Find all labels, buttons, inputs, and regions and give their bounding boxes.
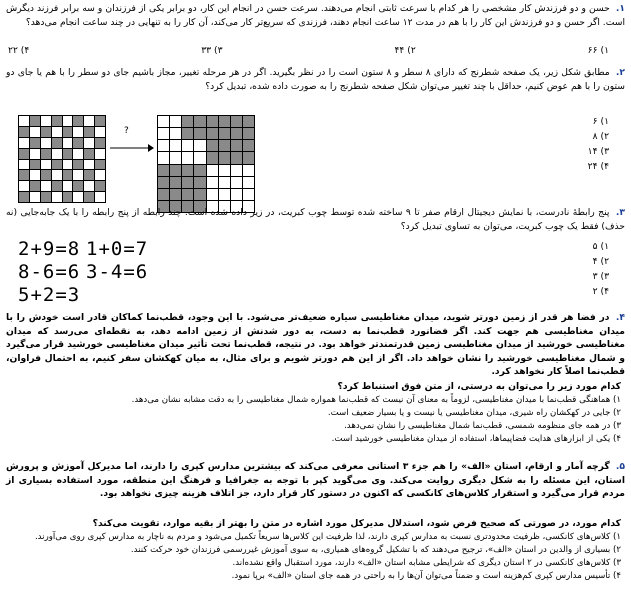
chessboard-cell [170, 116, 181, 127]
chessboard-cell [231, 116, 242, 127]
chessboard-cell [182, 140, 193, 151]
chessboard-cell [19, 170, 29, 180]
chessboard-cell [158, 152, 169, 163]
chessboard-cell [243, 165, 254, 176]
chessboard-cell [84, 116, 94, 126]
question-1-options [8, 45, 609, 56]
chessboard-cell [73, 160, 83, 170]
chessboard-cell [73, 149, 83, 159]
chessboard-cell [158, 177, 169, 188]
target-chessboard [157, 115, 255, 213]
relation-2: 1+0=7 [86, 238, 149, 260]
chessboard-cell [41, 160, 51, 170]
chessboard-cell [158, 140, 169, 151]
q2-option-1[interactable]: ۱) ۶ [592, 116, 609, 127]
chessboard-cell [194, 177, 205, 188]
chessboard-cell [52, 160, 62, 170]
chessboard-cell [41, 138, 51, 148]
chessboard-cell [63, 138, 73, 148]
chessboard-cell [30, 138, 40, 148]
chessboard-cell [231, 140, 242, 151]
chessboard-cell [158, 116, 169, 127]
question-4-prompt: کدام مورد زیر را می‌توان به درستی، از متن فوق استنباط کرد؟ [337, 381, 621, 392]
chessboard-cell [84, 127, 94, 137]
chessboard-cell [170, 189, 181, 200]
q4-option-2[interactable]: ۲) جایی در کهکشان راه شیری، میدان مغناطیسی یا نیست و یا بسیار ضعیف است. [327, 408, 621, 418]
chessboard-cell [243, 189, 254, 200]
chessboard-cell [170, 152, 181, 163]
q5-option-3[interactable]: ۳) کلاس‌های کانکسی در ۲ استان دیگری که شرایطی مشابه استان «الف» دارند، مورد استقبال واقع نشده‌اند. [232, 558, 621, 568]
chessboard-cell [194, 140, 205, 151]
chessboard-cell [95, 160, 105, 170]
chessboard-cell [182, 165, 193, 176]
chessboard-cell [231, 189, 242, 200]
relation-3: 8-6=6 [18, 261, 81, 283]
chessboard-cell [231, 128, 242, 139]
q1-option-3[interactable]: ۳) ۳۳ [201, 45, 223, 56]
chessboard-cell [52, 170, 62, 180]
chessboard-cell [73, 127, 83, 137]
chessboard-cell [84, 149, 94, 159]
q2-option-4[interactable]: ۴) ۲۴ [587, 161, 609, 172]
question-5-number: ۵. [615, 461, 626, 472]
chessboard-cell [52, 138, 62, 148]
chessboard-cell [243, 140, 254, 151]
chessboard-cell [95, 138, 105, 148]
chessboard-cell [30, 181, 40, 191]
original-chessboard [18, 115, 106, 203]
question-1 [6, 2, 625, 29]
chessboard-cell [30, 192, 40, 202]
relation-4: 3-4=6 [86, 261, 149, 283]
chessboard-cell [194, 165, 205, 176]
chessboard-cell [63, 149, 73, 159]
chessboard-cell [219, 177, 230, 188]
chessboard-cell [52, 181, 62, 191]
chessboard-cell [158, 128, 169, 139]
chessboard-cell [95, 127, 105, 137]
chessboard-cell [182, 116, 193, 127]
question-5-prompt: کدام مورد، در صورتی که صحیح فرض شود، استدلال مدیرکل مورد اشاره در متن را بهتر از بقیه موارد، تقویت می‌کند؟ [92, 518, 621, 529]
chessboard-cell [158, 189, 169, 200]
chessboard-cell [73, 192, 83, 202]
chessboard-cell [194, 128, 205, 139]
chessboard-cell [194, 189, 205, 200]
chessboard-cell [207, 165, 218, 176]
chessboard-cell [19, 160, 29, 170]
chessboard-cell [19, 149, 29, 159]
question-4 [6, 311, 625, 379]
chessboard-cell [243, 116, 254, 127]
chessboard-cell [182, 152, 193, 163]
q1-option-4[interactable]: ۴) ۲۲ [8, 45, 30, 56]
chessboard-cell [170, 128, 181, 139]
chessboard-cell [207, 128, 218, 139]
chessboard-cell [52, 116, 62, 126]
chessboard-cell [63, 192, 73, 202]
chessboard-cell [243, 152, 254, 163]
q3-option-4[interactable]: ۴) ۲ [592, 286, 609, 297]
chessboard-cell [84, 160, 94, 170]
chessboard-cell [30, 149, 40, 159]
chessboard-cell [95, 116, 105, 126]
chessboard-cell [41, 127, 51, 137]
q5-option-1[interactable]: ۱) کلاس‌های کانکسی، ظرفیت محدودتری نسبت به مدارس کپری دارند، لذا ظرفیت این کلاس‌ها سریعاً تکمیل می‌شود و مردم به ناچار به مدارس کپری روی می‌آورند. [34, 532, 621, 542]
chessboard-cell [30, 170, 40, 180]
question-2-number: ۲. [615, 67, 625, 78]
chessboard-cell [207, 177, 218, 188]
chessboard-cell [243, 128, 254, 139]
question-3-number: ۳. [615, 207, 626, 218]
q1-option-2[interactable]: ۲) ۴۴ [394, 45, 416, 56]
chessboard-cell [73, 138, 83, 148]
chessboard-cell [95, 192, 105, 202]
chessboard-cell [207, 189, 218, 200]
chessboard-cell [19, 116, 29, 126]
question-2-text: مطابق شکل زیر، یک صفحه شطرنج که دارای ۸ سطر و ۸ ستون است را در نظر بگیرید. اگر در هر مرحله تغییر، مجاز باشیم جای دو سطر را با هم یا جای دو ستون را با هم عوض کنیم، حداقل با چند تغییر می‌توان شکل صفحه شطرنج را به صورت داده شده، تبدیل کرد؟ [6, 67, 625, 92]
q3-option-1[interactable]: ۱) ۵ [592, 241, 609, 252]
question-mark: ? [124, 126, 129, 136]
question-5 [6, 460, 625, 501]
chessboard-cell [30, 160, 40, 170]
q1-option-1[interactable]: ۱) ۶۶ [587, 45, 609, 56]
chessboard-cell [41, 192, 51, 202]
chessboard-cell [95, 170, 105, 180]
chessboard-cell [170, 165, 181, 176]
chessboard-cell [30, 116, 40, 126]
question-1-text: حسن و دو فرزندش کار مشخصی را هر کدام با سرعت ثابتی انجام می‌دهند. سرعت حسن در انجام این کار، دو برابر یکی از فرزندان و سه برابر فرزند دیگرش است. اگر حسن و دو فرزندش این کار را با هم در مدت ۱۲ ساعت انجام دهند، فرزندی که سریع‌تر کار می‌کند، آن کار را به تنهایی در چند ساعت انجام می‌دهد؟ [6, 3, 625, 28]
chessboard-cell [207, 140, 218, 151]
chessboard-cell [219, 116, 230, 127]
chessboard-cell [84, 192, 94, 202]
chessboard-cell [207, 152, 218, 163]
chessboard-cell [95, 181, 105, 191]
chessboard-cell [19, 127, 29, 137]
chessboard-cell [243, 177, 254, 188]
chessboard-cell [73, 116, 83, 126]
chessboard-cell [52, 192, 62, 202]
chessboard-cell [73, 181, 83, 191]
question-2 [6, 66, 625, 93]
chessboard-cell [219, 152, 230, 163]
chessboard-cell [194, 152, 205, 163]
question-3 [6, 206, 625, 233]
chessboard-cell [63, 116, 73, 126]
chessboard-cell [52, 127, 62, 137]
chessboard-cell [219, 165, 230, 176]
chessboard-cell [84, 170, 94, 180]
chessboard-cell [231, 177, 242, 188]
q4-option-1[interactable]: ۱) هماهنگی قطب‌نما با میدان مغناطیسی، لزوماً به معنای آن نیست که قطب‌نما همواره شمال مغناطیسی را به دقت مشابه نشان می‌دهد. [131, 395, 621, 405]
q3-option-2[interactable]: ۲) ۴ [592, 256, 609, 267]
chessboard-cell [182, 189, 193, 200]
question-1-number: ۱. [615, 3, 626, 14]
q2-option-3[interactable]: ۳) ۱۴ [587, 146, 609, 157]
chessboard-cell [219, 128, 230, 139]
chessboard-cell [207, 116, 218, 127]
q5-option-2[interactable]: ۲) بسیاری از والدین در استان «الف»، ترجیح می‌دهند که با تشکیل گروه‌های همیاری، به سوی آموزش غیررسمی فرزندان خود حرکت کنند. [130, 545, 621, 555]
chessboard-cell [231, 165, 242, 176]
chessboard-cell [63, 181, 73, 191]
chessboard-cell [30, 127, 40, 137]
chessboard-cell [41, 116, 51, 126]
chessboard-cell [219, 189, 230, 200]
question-3-text: پنج رابطهٔ نادرست، با نمایش دیجیتال ارقام صفر تا ۹ ساخته شده توسط چوب کبریت، در زیر داده شده است. چند رابطه از پنج رابطه را با یک جابه‌جایی (نه حذف) فقط یک چوب کبریت، می‌توان به تساوی تبدیل کرد؟ [6, 207, 625, 232]
transform-arrow [108, 132, 154, 158]
chessboard-cell [63, 127, 73, 137]
chessboard-cell [158, 165, 169, 176]
chessboard-cell [84, 138, 94, 148]
chessboard-cell [170, 177, 181, 188]
chessboard-cell [73, 170, 83, 180]
question-3-options [593, 239, 609, 299]
q4-option-3[interactable]: ۳) در همه جای منظومه شمسی، قطب‌نما شمال مغناطیسی را نشان نمی‌دهد. [344, 421, 621, 431]
chessboard-cell [19, 138, 29, 148]
relation-5: 5+2=3 [18, 284, 81, 306]
question-4-number: ۴. [615, 312, 625, 323]
chessboard-cell [170, 140, 181, 151]
q5-option-4[interactable]: ۴) تأسیس مدارس کپری کم‌هزینه است و ضمناً می‌توان آن‌ها را به راحتی در همه جای استان «الف» برپا نمود. [231, 571, 621, 581]
question-4-text: در فضا هر قدر از زمین دورتر شوید، میدان مغناطیسی سیاره ضعیف‌تر می‌شود. با این وجود، قطب‌نما کماکان قادر است خودش را با میدان مغناطیسی هم جهت کند. اگر فضانورد قطب‌نما به دست، به دور شدنش از زمین ادامه دهد، به نقطه‌ای می‌رسد که میدان مغناطیسی خورشید از میدان مغناطیسی زمین قدرتمندتر خواهد بود. در نتیجه، قطب‌نما تحت تأثیر میدان مغناطیسی خورشید قرار می‌گیرد و شمال مغناطیسی خورشید را نشان خواهد داد. اگر از این هم دورتر شویم و برای مثال، به میان کهکشان سفر کنیم، به احتمال فراوان، قطب‌نما اصلاً کار نخواهد کرد. [6, 312, 625, 378]
chessboard-cell [63, 170, 73, 180]
chessboard-cell [182, 128, 193, 139]
chessboard-cell [41, 181, 51, 191]
chessboard-cell [19, 192, 29, 202]
q4-option-4[interactable]: ۴) یکی از ابزارهای هدایت فضاپیماها، استفاده از میدان مغناطیسی خورشید است. [331, 434, 621, 444]
relation-1: 2+9=8 [18, 238, 81, 260]
chessboard-cell [182, 177, 193, 188]
chessboard-cell [194, 116, 205, 127]
chessboard-cell [41, 149, 51, 159]
chessboard-cell [231, 152, 242, 163]
chessboard-cell [84, 181, 94, 191]
question-2-options [588, 114, 609, 174]
q3-option-3[interactable]: ۳) ۳ [592, 271, 609, 282]
chessboard-cell [219, 140, 230, 151]
question-5-text: گرچه آمار و ارقام، استان «الف» را هم جزء ۳ استانی معرفی می‌کند که بیشترین مدارس کپری را دارند، اما مدیرکل آموزش و پرورش استان، این مسئله را به شکل دیگری روایت می‌کند. وی می‌گوید کپر با توجه به جغرافیا و فرهنگ این منطقه، مورد استفاده بسیاری از مردم قرار می‌گیرد و استقرار کلاس‌های کانکسی که اکنون در دستور کار قرار دارد، جز اتلاف هزینه چیزی نخواهد بود. [6, 461, 625, 500]
chessboard-cell [41, 170, 51, 180]
chessboard-cell [63, 160, 73, 170]
chessboard-cell [19, 181, 29, 191]
q2-option-2[interactable]: ۲) ۸ [592, 131, 609, 142]
chessboard-cell [95, 149, 105, 159]
chessboard-cell [52, 149, 62, 159]
